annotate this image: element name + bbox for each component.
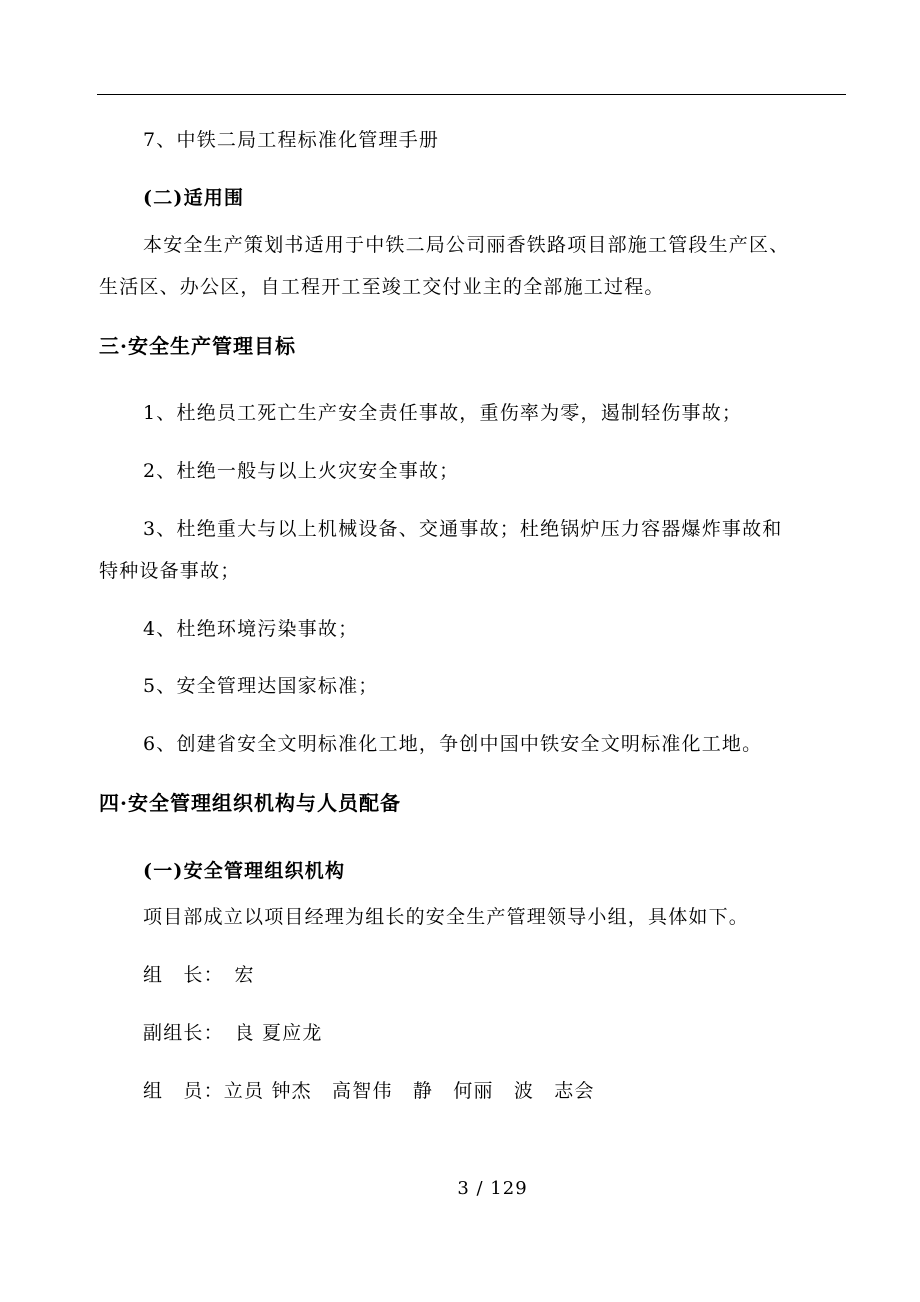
page-number: 3 / 129 [457,1178,528,1199]
goal-2: 2、杜绝一般与以上火灾安全事故； [143,460,460,482]
section-4-title: 四·安全管理组织机构与人员配备 [99,791,401,815]
scope-text-line-2: 生活区、办公区，自工程开工至竣工交付业主的全部施工过程。 [99,276,665,298]
goal-3-line-2: 特种设备事故； [99,560,241,582]
org-intro: 项目部成立以项目经理为组长的安全生产管理领导小组，具体如下。 [143,906,750,928]
goal-6: 6、创建省安全文明标准化工地，争创中国中铁安全文明标准化工地。 [143,733,763,755]
scope-item-7: 7、中铁二局工程标准化管理手册 [143,129,440,151]
goal-3-line-1: 3、杜绝重大与以上机械设备、交通事故；杜绝锅炉压力容器爆炸事故和 [143,518,783,540]
leader-line: 组 长： 宏 [143,964,255,986]
members-line: 组 员：立员 钟杰 高智伟 静 何丽 波 志会 [143,1080,595,1102]
goal-5: 5、安全管理达国家标准； [143,675,379,697]
scope-text-line-1: 本安全生产策划书适用于中铁二局公司丽香铁路项目部施工管段生产区、 [143,234,790,256]
goal-4: 4、杜绝环境污染事故； [143,618,359,640]
scope-heading: (二)适用围 [143,187,245,209]
goal-1: 1、杜绝员工死亡生产安全责任事故，重伤率为零，遏制轻伤事故； [143,402,743,424]
org-heading: (一)安全管理组织机构 [143,860,346,882]
deputy-line: 副组长： 良 夏应龙 [143,1022,323,1044]
section-3-title: 三·安全生产管理目标 [99,334,296,358]
header-rule [97,94,846,95]
